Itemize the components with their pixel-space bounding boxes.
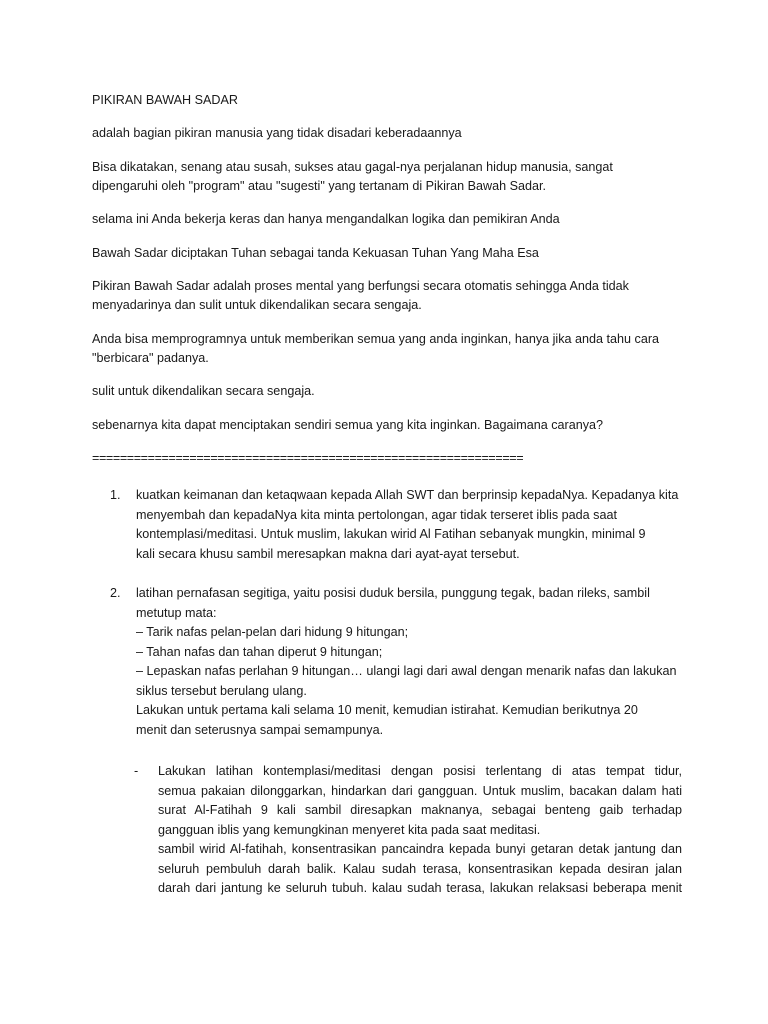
list-line: – Tarik nafas pelan-pelan dari hidung 9 hitungan; — [136, 625, 409, 639]
paragraph: sulit untuk dikendalikan secara sengaja. — [92, 384, 315, 398]
paragraph: sebenarnya kita dapat menciptakan sendiri semua yang kita inginkan. Bagaimana caranya? — [92, 417, 604, 432]
list-line: Lakukan untuk pertama kali selama 10 menit, kemudian istirahat. Kemudian berikutnya 20 — [136, 703, 638, 717]
list-line: – Tahan nafas dan tahan diperut 9 hitungan; — [136, 644, 383, 659]
dash-line: gangguan iblis yang kemungkinan menyeret kita pada saat meditasi. — [158, 822, 541, 837]
dash-line: surat Al-Fatihah 9 kali sambil diresapkan maknanya, sebagai benteng gaib terhadap — [158, 803, 682, 817]
paragraph: adalah bagian pikiran manusia yang tidak disadari keberadaannya — [92, 126, 462, 140]
list-line: kontemplasi/meditasi. Untuk muslim, lakukan wirid Al Fatihan sebanyak mungkin, minimal 9 — [136, 527, 646, 541]
list-number: 2. — [110, 586, 121, 600]
paragraph: Bawah Sadar diciptakan Tuhan sebagai tanda Kekuasan Tuhan Yang Maha Esa — [92, 245, 539, 260]
list-line: metutup mata: — [136, 605, 217, 620]
dash-line: Lakukan latihan kontemplasi/meditasi dengan posisi terlentang di atas tempat tidur, — [158, 764, 682, 778]
dash-list-item — [92, 762, 682, 899]
document-page — [92, 91, 682, 899]
list-line: kali secara khusu sambil meresapkan makna dari ayat-ayat tersebut. — [136, 546, 520, 561]
list-line: siklus tersebut berulang ulang. — [136, 683, 307, 698]
list-line: latihan pernafasan segitiga, yaitu posisi duduk bersila, punggung tegak, badan rileks, sambil — [136, 586, 650, 600]
document-title: PIKIRAN BAWAH SADAR — [92, 93, 239, 107]
list-item — [92, 584, 682, 740]
dash-line: sambil wirid Al-fatihah, konsentrasikan pancaindra kepada bunyi getaran detak jantung dan — [158, 842, 682, 856]
list-number: 1. — [110, 488, 121, 502]
list-line: – Lepaskan nafas perlahan 9 hitungan… ulangi lagi dari awal dengan menarik nafas dan lakukan — [136, 664, 677, 678]
paragraph: Pikiran Bawah Sadar adalah proses mental yang berfungsi secara otomatis sehingga Anda tidak menyadarinya dan sulit untuk dikendalikan secara sengaja. — [92, 279, 629, 312]
dash-line: seluruh pembuluh darah balik. Kalau sudah terasa, konsentrasikan kepada desiran jalan — [158, 861, 682, 876]
list-item — [92, 486, 682, 564]
separator-line: ============================================================== — [92, 451, 524, 465]
paragraph: Anda bisa memprogramnya untuk memberikan semua yang anda inginkan, hanya jika anda tahu cara "berbicara" padanya. — [92, 331, 660, 365]
paragraph: selama ini Anda bekerja keras dan hanya mengandalkan logika dan pemikiran Anda — [92, 212, 560, 226]
list-line: kuatkan keimanan dan ketaqwaan kepada Allah SWT dan berprinsip kepadaNya. Kepadanya kita — [136, 488, 679, 502]
list-line: menit dan seterusnya sampai semampunya. — [136, 722, 384, 737]
list-line: menyembah dan kepadaNya kita minta pertolongan, agar tidak terseret iblis pada saat — [136, 507, 617, 522]
paragraph: Bisa dikatakan, senang atau susah, sukses atau gagal-nya perjalanan hidup manusia, sangat dipengaruhi oleh "program" atau "sugesti" yang tertanam di Pikiran Bawah Sadar. — [92, 159, 613, 193]
dash-line: darah dari jantung ke seluruh tubuh. kalau sudah terasa, lakukan relaksasi beberapa menit — [158, 881, 682, 895]
dash-bullet: - — [134, 764, 139, 778]
dash-line: semua pakaian dilonggarkan, hindarkan dari gangguan. Untuk muslim, bacakan dalam hati — [158, 783, 682, 798]
